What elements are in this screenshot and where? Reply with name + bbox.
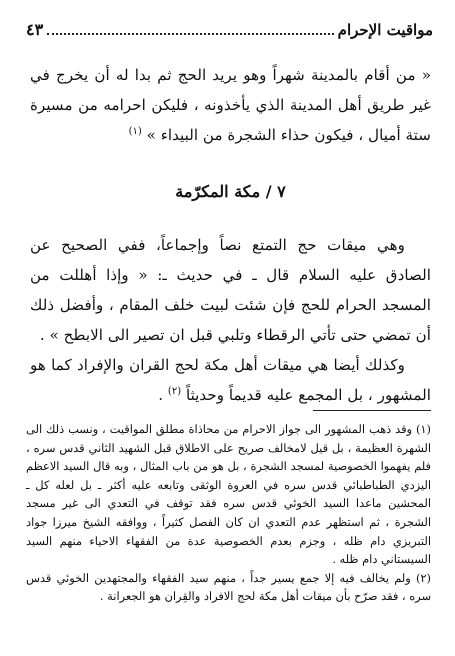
footnote-separator [313,410,431,411]
running-title: مواقيت الإحرام [337,21,433,39]
paragraph-1: وهي ميقات حج التمتع نصاً وإجماعاً، ففي الصحيح عن الصادق عليه السلام قال ـ في حديث ـ: « وإذا أهللت من المسجد الحرام للحج فإن شئت لبيت خلف المقام ، وأفضل ذلك أن تمضي حتى تأتي الرقطاء وتلبي قبل ان تصير الى الابطح » . [30,236,431,344]
paragraph-2 [30,350,431,410]
quote-paragraph [30,60,431,150]
footnote-ref-2: (٢) [167,385,182,397]
main-text [30,60,431,410]
quote-text: « من أقام بالمدينة شهراً وهو يريد الحج ثم بدا له أن يخرج في غير طريق أهل المدينة الذي يأخذونه ، فليكن احرامه من مسيرة ستة أميال ، فيكون حذاء الشجرة من البيداء » [30,66,431,144]
footnote-2: (٢) ولم يخالف فيه إلا جمع يسير جداً ، منهم سيد الفقهاء والمجتهدين الخوئي قدس سره ، فقد صرّح بأن ميقات أهل مكة لحج الافراد والقِران هو الجعرانة . [26,570,431,604]
header-dot-leader [47,33,333,35]
footnotes [26,420,431,606]
paragraph-2-text: وكذلك أيضا هي ميقات أهل مكة لحج القران والإفراد كما هو المشهور ، بل المجمع عليه قديماً وحديثاً [30,356,431,404]
footnote-ref-1: (١) [128,125,142,137]
paragraph-2-end: . [158,386,168,404]
page-number: ٤٣ [26,20,44,39]
section-heading: ٧ / مكة المكرّمة [175,182,286,201]
page-header [26,16,433,38]
footnote-1: (١) وقد ذهب المشهور الى جواز الاحرام من محاذاة مطلق المواقيت ، ونسب ذلك الى الشهرة العظيمة ، بل قيل لامخالف صريح على الاطلاق قبل الشهيد الثاني قدس سره ، فلم يفهموا الخصوصية لمسجد الشجرة ، بل هو من باب المثال ، وبه قال السيد الاعظم اليزدي الطباطبائي قدس سره في العروة الوثقى وتابعه عليه أكثر ـ بل لعله كل ـ المحشين ماعدا السيد الخوئي قدس سره فقد توقف في التعدي الى غير مسجد الشجرة ، ثم استظهر عدم التعدي ان كان الفصل كثيراً ، ووافقه الشيخ ميرزا جواد التبريزي دام ظله ، وجزم بعدم الخصوصية عدة من الفقهاء الاحياء منهم السيد السيستاني دام ظله . [26,422,431,567]
